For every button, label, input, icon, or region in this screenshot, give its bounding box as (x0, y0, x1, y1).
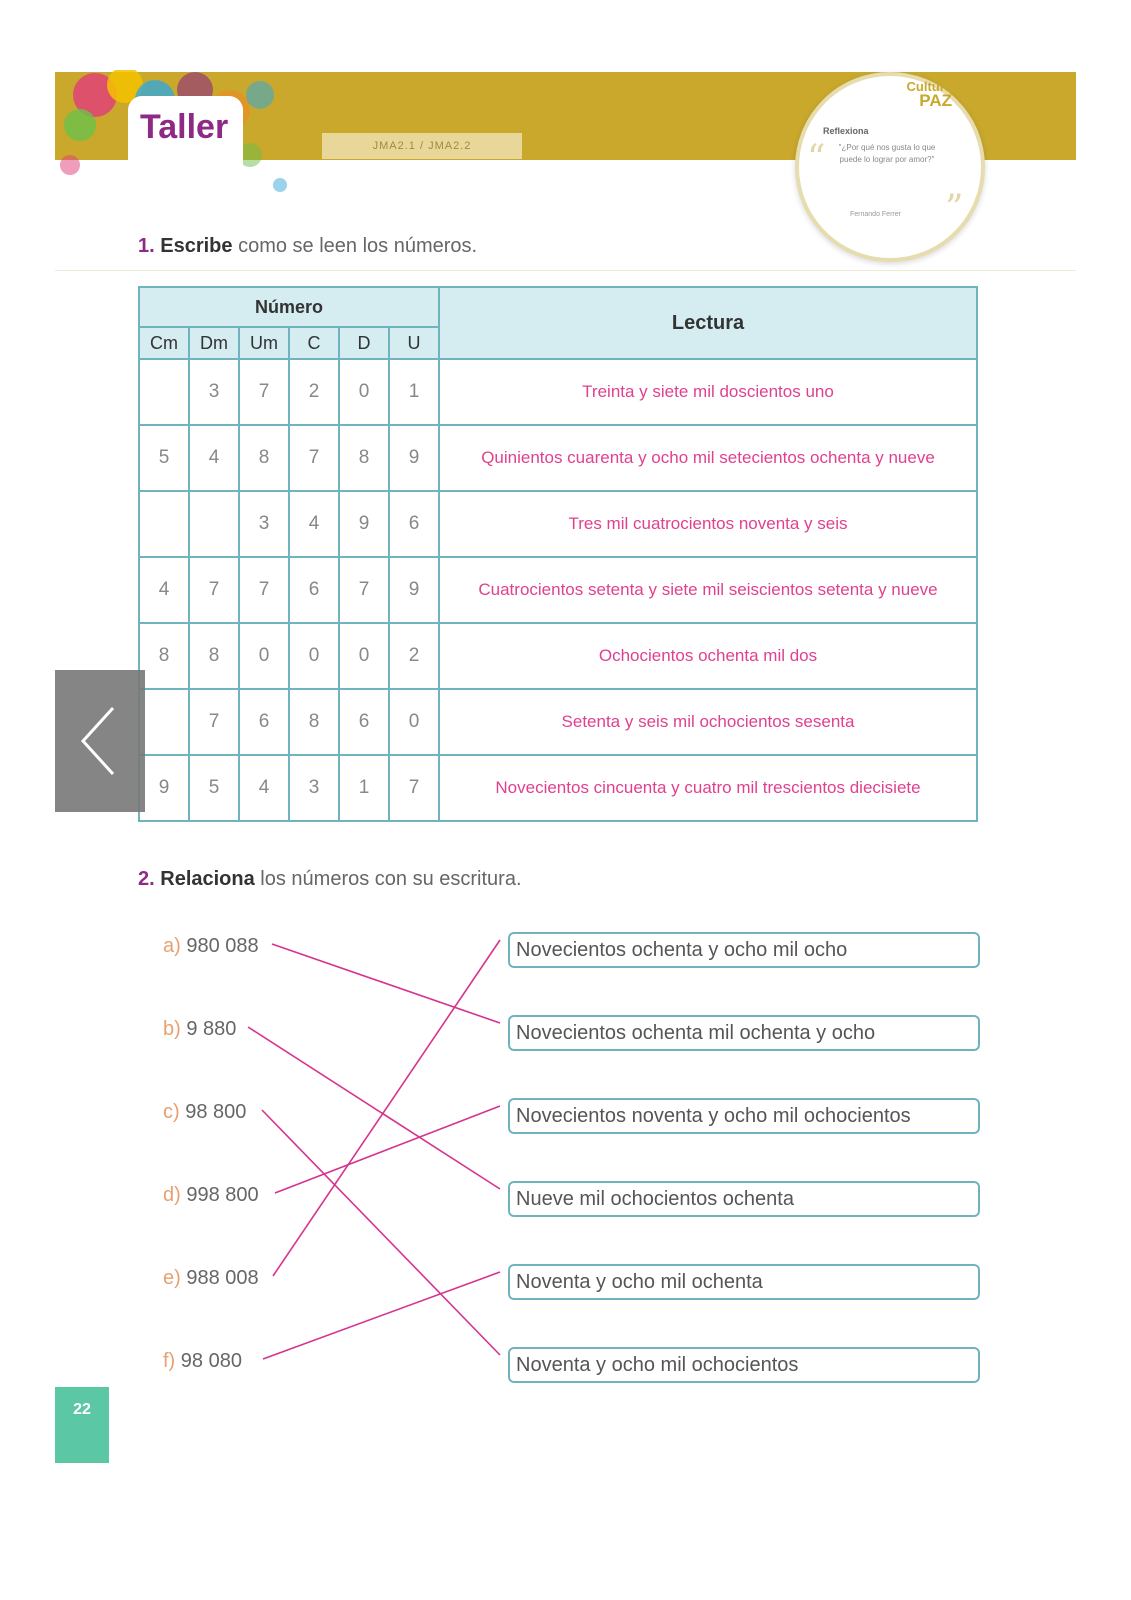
answer-box: Novecientos ochenta y ocho mil ocho (508, 932, 980, 968)
competency-code: JMA2.1 / JMA2.2 (322, 133, 522, 159)
chevron-left-icon (55, 670, 145, 812)
digit-cell: 2 (389, 623, 439, 689)
digit-cell: 9 (139, 755, 189, 821)
reading-cell: Ochocientos ochenta mil dos (439, 623, 977, 689)
answer-box: Noventa y ocho mil ochocientos (508, 1347, 980, 1383)
open-quote-icon: “ (807, 138, 826, 179)
digit-cell: 4 (289, 491, 339, 557)
digit-cell: 7 (239, 557, 289, 623)
lectura-header: Lectura (439, 287, 977, 359)
digit-cell: 7 (189, 557, 239, 623)
answer-box: Novecientos ochenta mil ochenta y ocho (508, 1015, 980, 1051)
exercise-2-title: 2. Relaciona los números con su escritura. (138, 868, 522, 890)
reading-cell: Tres mil cuatrocientos noventa y seis (439, 491, 977, 557)
digit-cell: 7 (189, 689, 239, 755)
digit-cell: 6 (389, 491, 439, 557)
reading-cell: Novecientos cincuenta y cuatro mil trescientos diecisiete (439, 755, 977, 821)
digit-cell: 4 (139, 557, 189, 623)
option-b: b) 9 880 (163, 1018, 237, 1040)
badge-brand: Cultura PAZ (906, 79, 952, 110)
digit-cell: 1 (389, 359, 439, 425)
match-line (263, 1272, 500, 1359)
option-e: e) 988 008 (163, 1267, 259, 1289)
digit-cell: 6 (289, 557, 339, 623)
exercise-1-title: 1. Escribe como se leen los números. (138, 235, 478, 257)
digit-cell: 5 (139, 425, 189, 491)
digit-cell: 6 (339, 689, 389, 755)
col-u: U (389, 327, 439, 359)
match-line (248, 1027, 500, 1189)
digit-cell: 9 (389, 425, 439, 491)
digit-cell: 0 (239, 623, 289, 689)
match-line (262, 1110, 500, 1355)
option-d: d) 998 800 (163, 1184, 259, 1206)
option-f: f) 98 080 (163, 1350, 242, 1372)
digit-cell: 1 (339, 755, 389, 821)
digit-cell: 0 (389, 689, 439, 755)
answer-box: Nueve mil ochocientos ochenta (508, 1181, 980, 1217)
digit-cell: 9 (339, 491, 389, 557)
col-um: Um (239, 327, 289, 359)
digit-cell: 7 (389, 755, 439, 821)
digit-cell: 6 (239, 689, 289, 755)
numero-header: Número (139, 287, 439, 327)
digit-cell: 2 (289, 359, 339, 425)
col-c: C (289, 327, 339, 359)
reading-cell: Cuatrocientos setenta y siete mil seiscientos setenta y nueve (439, 557, 977, 623)
digit-cell: 8 (239, 425, 289, 491)
previous-page-button[interactable] (55, 670, 145, 812)
reading-cell: Quinientos cuarenta y ocho mil setecientos ochenta y nueve (439, 425, 977, 491)
digit-cell: 4 (239, 755, 289, 821)
digit-cell: 8 (189, 623, 239, 689)
digit-cell: 0 (339, 623, 389, 689)
digit-cell: 8 (139, 623, 189, 689)
col-d: D (339, 327, 389, 359)
col-cm: Cm (139, 327, 189, 359)
badge-quote: "¿Por qué nos gusta lo que puede lo lograr por amor?" (838, 143, 936, 164)
page-number: 22 (55, 1387, 109, 1463)
match-line (273, 940, 500, 1276)
digit-cell: 8 (289, 689, 339, 755)
digit-cell: 5 (189, 755, 239, 821)
digit-cell: 7 (239, 359, 289, 425)
match-line (275, 1106, 500, 1193)
badge-author: Fernando Ferrer (850, 211, 901, 218)
digit-cell: 7 (339, 557, 389, 623)
digit-cell: 3 (239, 491, 289, 557)
match-line (272, 944, 500, 1023)
answer-box: Novecientos noventa y ocho mil ochocientos (508, 1098, 980, 1134)
option-a: a) 980 088 (163, 935, 259, 957)
page-title: Taller (140, 108, 229, 146)
digit-cell: 3 (289, 755, 339, 821)
digit-cell: 8 (339, 425, 389, 491)
badge-heading: Reflexiona (823, 126, 869, 136)
digit-cell: 7 (289, 425, 339, 491)
col-dm: Dm (189, 327, 239, 359)
digit-cell: 3 (189, 359, 239, 425)
option-c: c) 98 800 (163, 1101, 247, 1123)
reading-cell: Treinta y siete mil doscientos uno (439, 359, 977, 425)
digit-cell: 0 (339, 359, 389, 425)
close-quote-icon: ” (945, 188, 964, 229)
digit-cell: 0 (289, 623, 339, 689)
digit-cell: 9 (389, 557, 439, 623)
reading-cell: Setenta y seis mil ochocientos sesenta (439, 689, 977, 755)
digit-cell: 4 (189, 425, 239, 491)
answer-box: Noventa y ocho mil ochenta (508, 1264, 980, 1300)
